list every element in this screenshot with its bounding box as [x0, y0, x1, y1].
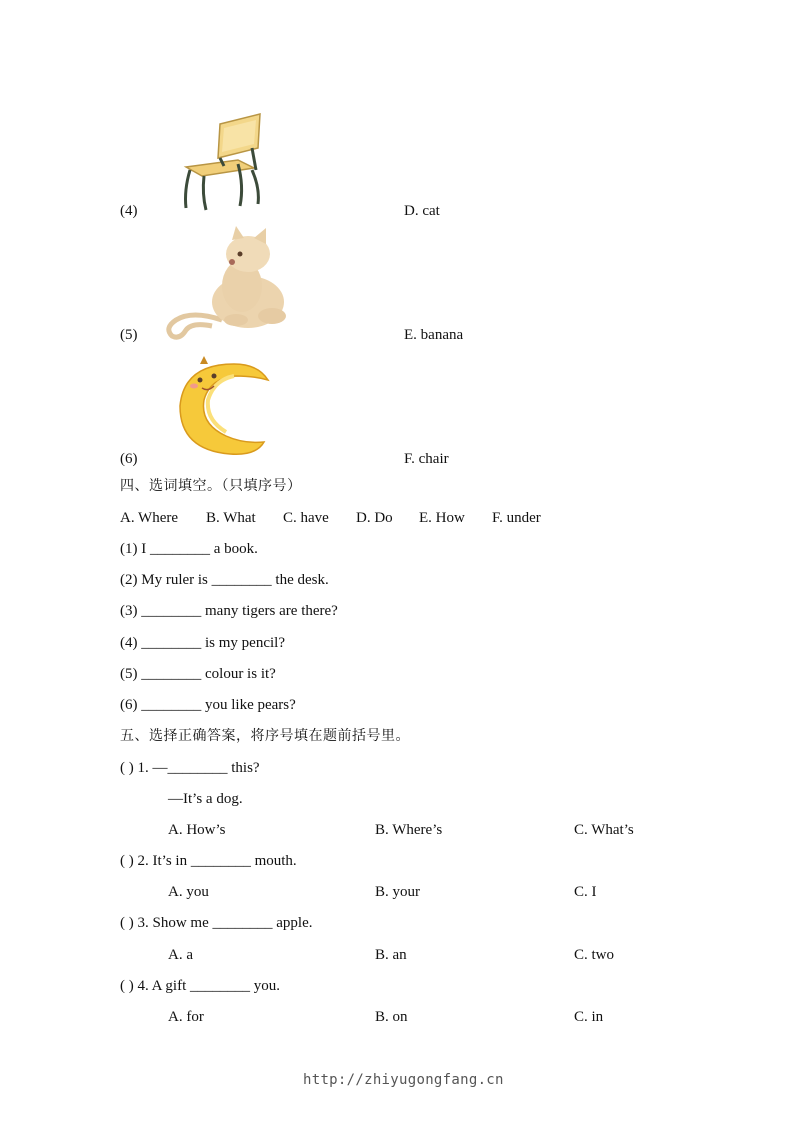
- option-b: B. What: [206, 510, 256, 526]
- question-2-stem: ( ) 2. It’s in ________ mouth.: [120, 853, 297, 869]
- section4-title: 四、选词填空。（只填序号）: [120, 478, 302, 494]
- fill-item-4: (4) ________ is my pencil?: [120, 635, 285, 651]
- question-2-choice-a: A. you: [168, 884, 209, 900]
- fill-item-2: (2) My ruler is ________ the desk.: [120, 572, 329, 588]
- footer-url[interactable]: http://zhiyugongfang.cn: [303, 1072, 504, 1088]
- question-2-choice-c: C. I: [574, 884, 597, 900]
- question-1-followup: —It’s a dog.: [168, 791, 243, 807]
- cat-image: [162, 224, 288, 340]
- question-3-choice-c: C. two: [574, 947, 615, 963]
- question-3-stem: ( ) 3. Show me ________ apple.: [120, 915, 313, 931]
- match-num-6: (6): [120, 451, 138, 467]
- option-c: C. have: [283, 510, 329, 526]
- option-a: A. Where: [120, 510, 179, 526]
- match-num-4: (4): [120, 203, 138, 219]
- option-d: D. Do: [356, 510, 393, 526]
- question-4-choice-a: A. for: [168, 1009, 204, 1025]
- question-2-choice-b: B. your: [375, 884, 420, 900]
- fill-item-1: (1) I ________ a book.: [120, 541, 258, 557]
- question-4-stem: ( ) 4. A gift ________ you.: [120, 978, 280, 994]
- match-option-e: E. banana: [404, 327, 464, 343]
- match-option-f: F. chair: [404, 451, 449, 467]
- section5-title: 五、选择正确答案，将序号填在题前括号里。: [120, 728, 410, 744]
- fill-item-3: (3) ________ many tigers are there?: [120, 603, 338, 619]
- question-1-choice-b: B. Where’s: [375, 822, 443, 838]
- question-3-choice-a: A. a: [168, 947, 193, 963]
- question-4-choice-c: C. in: [574, 1009, 604, 1025]
- question-1-choice-a: A. How’s: [168, 822, 226, 838]
- question-3-choice-b: B. an: [375, 947, 407, 963]
- banana-image: [174, 354, 272, 458]
- option-e: E. How: [419, 510, 465, 526]
- match-option-d: D. cat: [404, 203, 440, 219]
- question-4-choice-b: B. on: [375, 1009, 408, 1025]
- fill-item-6: (6) ________ you like pears?: [120, 697, 296, 713]
- option-f: F. under: [492, 510, 541, 526]
- question-1-stem: ( ) 1. —________ this?: [120, 760, 260, 776]
- chair-image: [180, 112, 266, 212]
- match-num-5: (5): [120, 327, 138, 343]
- fill-item-5: (5) ________ colour is it?: [120, 666, 276, 682]
- question-1-choice-c: C. What’s: [574, 822, 634, 838]
